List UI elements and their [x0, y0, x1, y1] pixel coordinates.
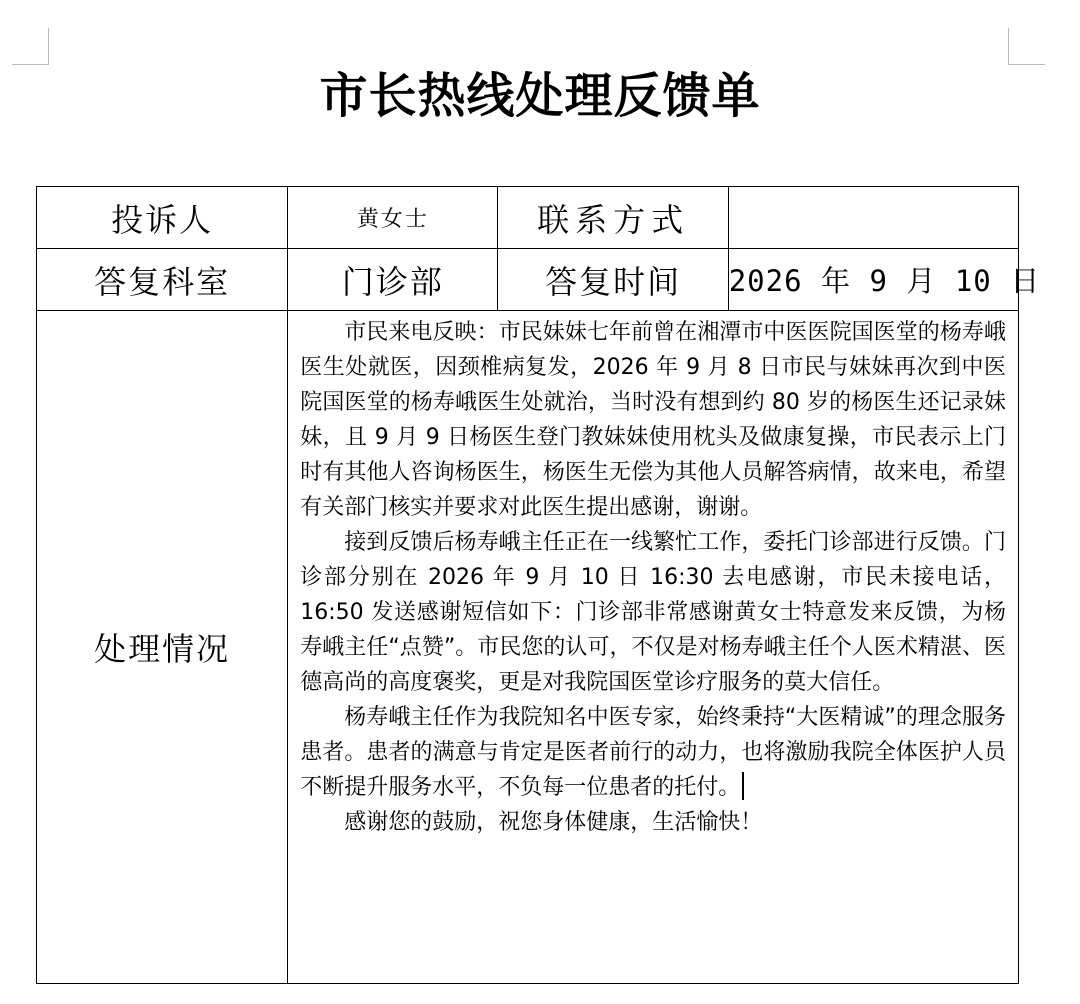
- contact-label: 联系方式: [498, 187, 728, 249]
- contact-value[interactable]: [728, 187, 1018, 249]
- reply-time-value[interactable]: 2026 年 9 月 10 日: [728, 249, 1018, 311]
- handling-paragraph: [300, 700, 1006, 805]
- reply-dept-value[interactable]: 门诊部: [288, 249, 498, 311]
- handling-paragraph: 市民来电反映：市民妹妹七年前曾在湘潭市中医医院国医堂的杨寿峨医生处就医，因颈椎病复发，2026 年 9 月 8 日市民与妹妹再次到中医院国医堂的杨寿峨医生处就治，当时没有想到约 80 岁的杨医生还记录妹妹，且 9 月 9 日杨医生登门教妹妹使用枕头及做康复操，市民表示上门时有其他人咨询杨医生，杨医生无偿为其他人员解答病情，故来电，希望有关部门核实并要求对此医生提出感谢，谢谢。: [300, 320, 1006, 520]
- handling-paragraph: 接到反馈后杨寿峨主任正在一线繁忙工作，委托门诊部进行反馈。门诊部分别在 2026 年 9 月 10 日 16:30 去电感谢，市民未接电话，16:50 发送感谢短信如下：门诊部非常感谢黄女士特意发来反馈，为杨寿峨主任“点赞”。市民您的认可，不仅是对杨寿峨主任个人医术精湛、医德高尚的高度褒奖，更是对我院国医堂诊疗服务的莫大信任。: [300, 530, 1006, 695]
- form-row-complainant: [37, 187, 1019, 249]
- handling-paragraph-text: 杨寿峨主任作为我院知名中医专家，始终秉持“大医精诚”的理念服务患者。患者的满意与肯定是医者前行的动力，也将激励我院全体医护人员不断提升服务水平，不负每一位患者的托付。: [300, 705, 1006, 800]
- form-row-reply: [37, 249, 1019, 311]
- handling-content[interactable]: [288, 311, 1019, 984]
- handling-label: 处理情况: [37, 311, 288, 984]
- form-row-handling: [37, 311, 1019, 984]
- handling-paragraph: 感谢您的鼓励，祝您身体健康，生活愉快！: [344, 810, 763, 835]
- reply-time-label: 答复时间: [498, 249, 728, 311]
- reply-dept-label: 答复科室: [37, 249, 288, 311]
- complainant-label: 投诉人: [37, 187, 288, 249]
- feedback-form-table: [36, 186, 1041, 984]
- document-title: 市长热线处理反馈单: [319, 68, 761, 124]
- text-cursor: [742, 772, 744, 800]
- complainant-value[interactable]: 黄女士: [288, 187, 498, 249]
